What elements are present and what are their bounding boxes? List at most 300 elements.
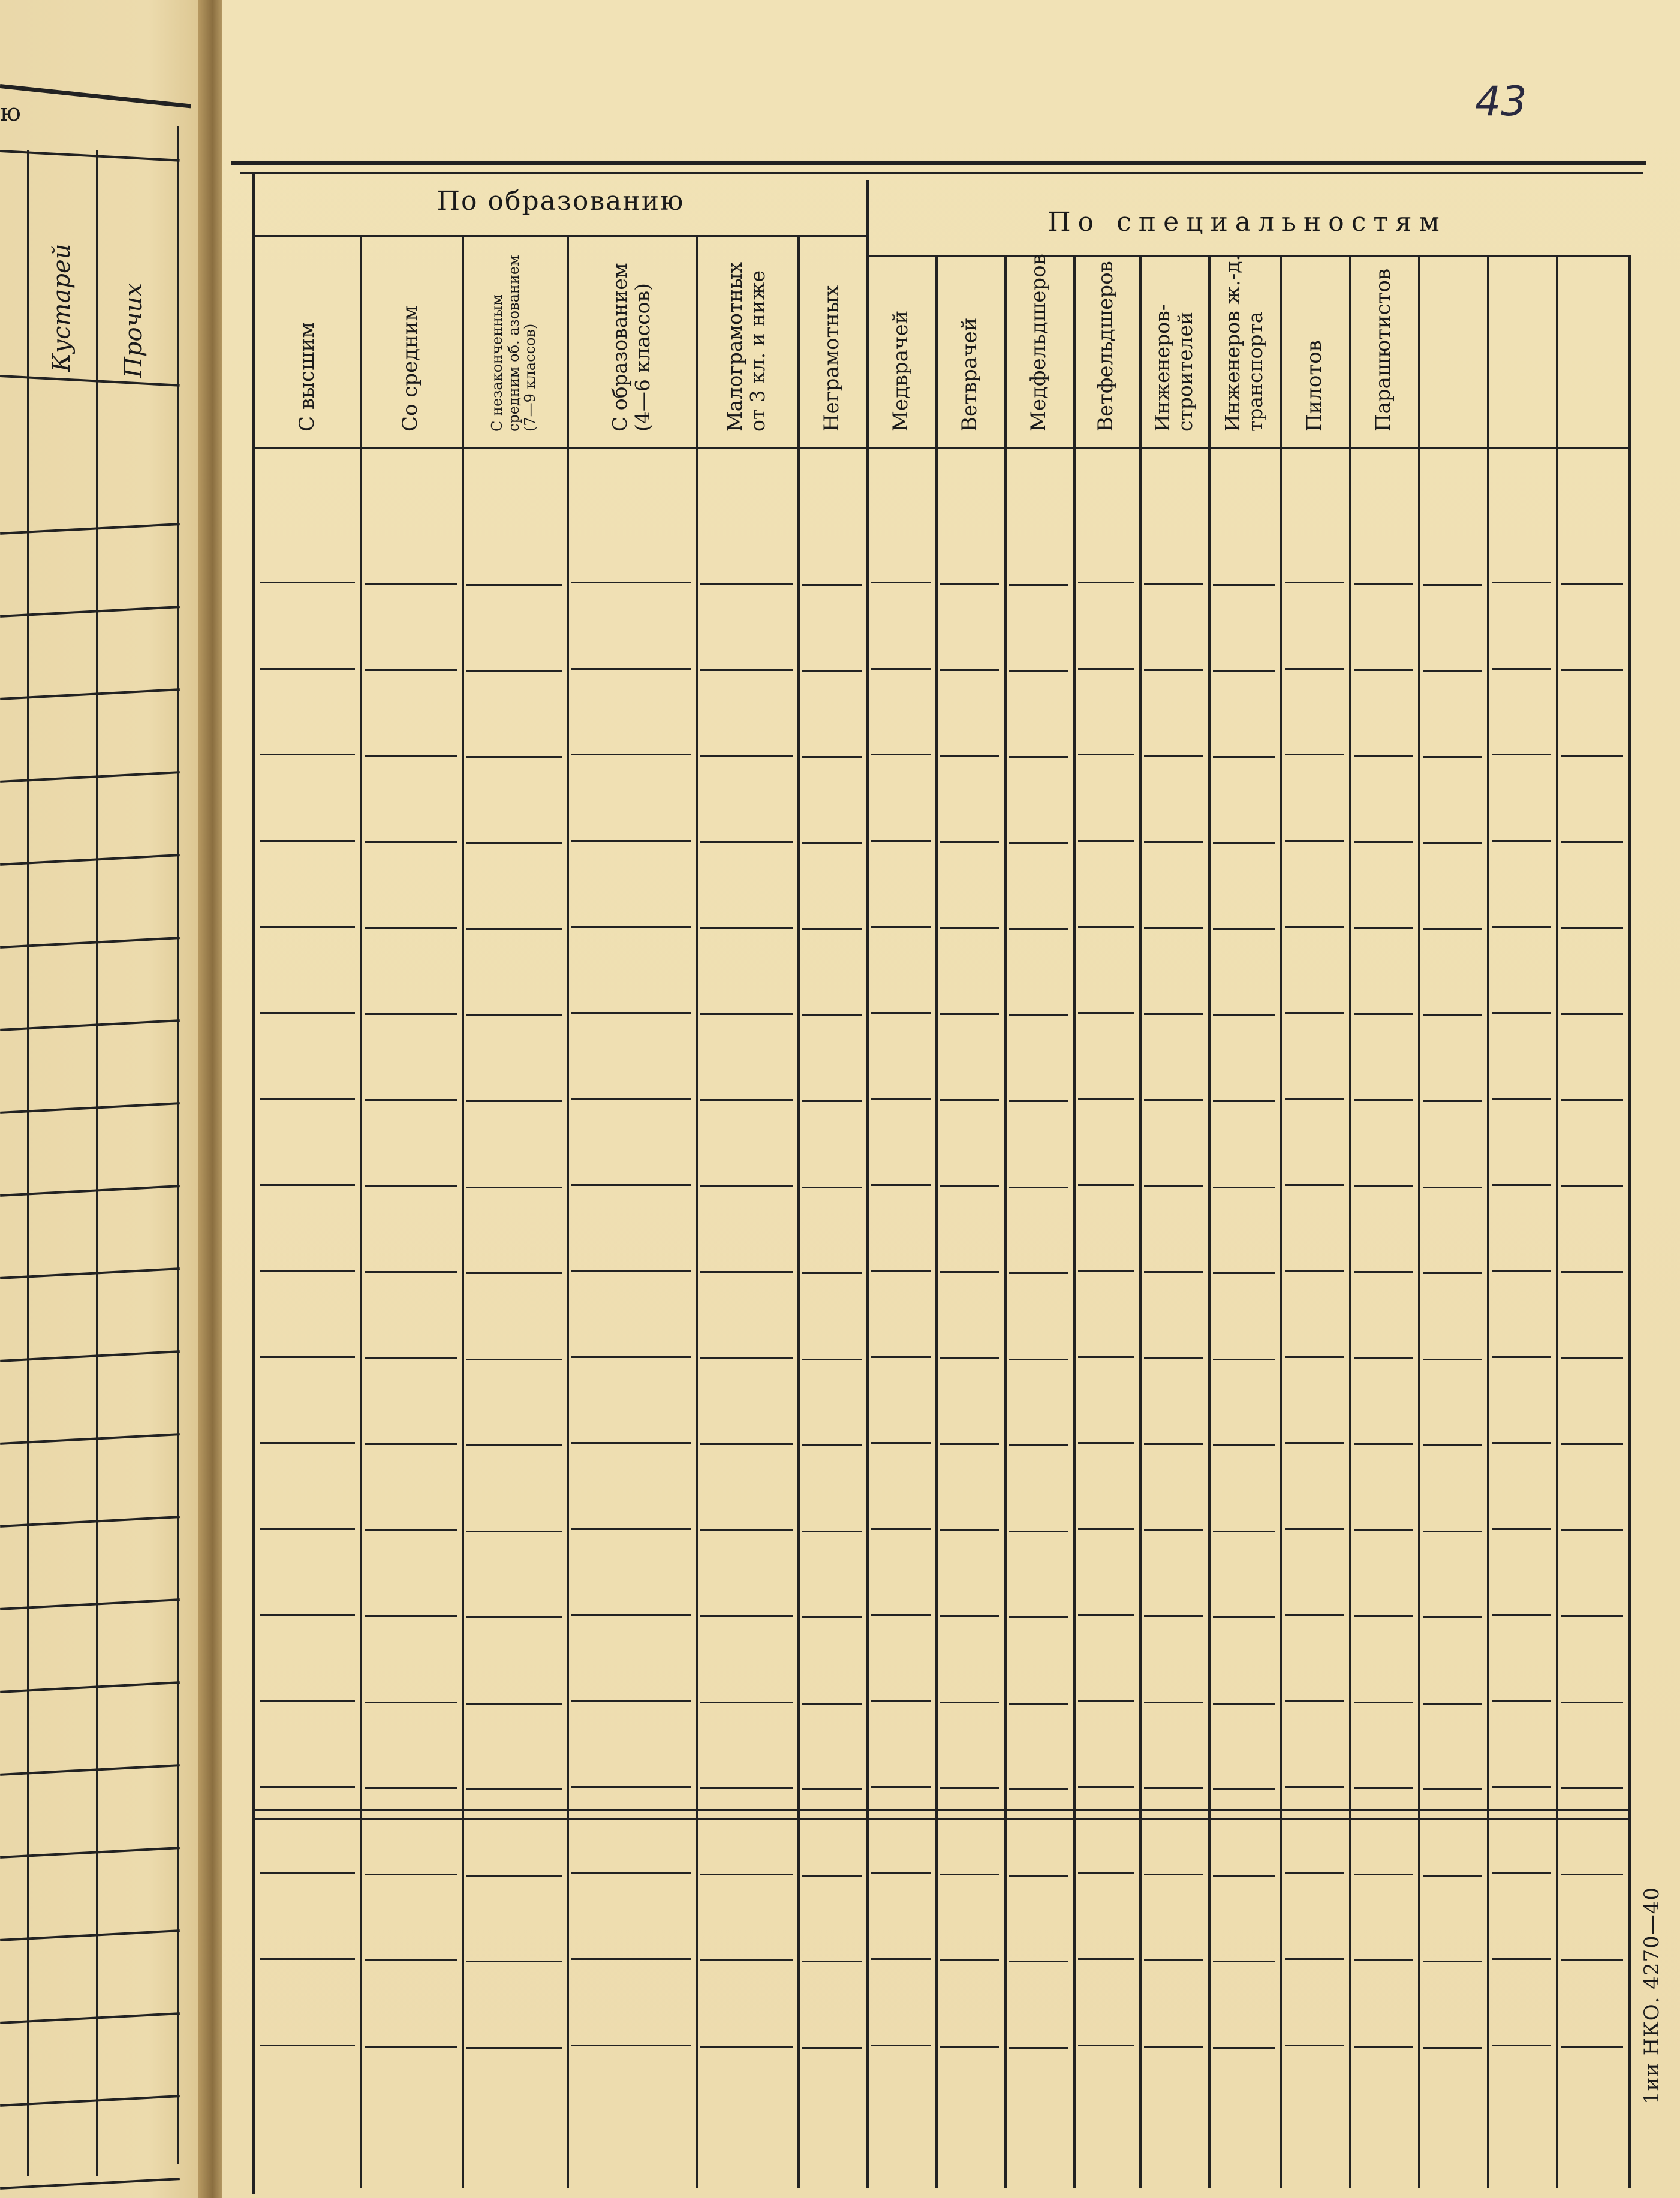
column-divider-line <box>1487 255 1489 2188</box>
table-row-line <box>1423 1187 1482 1188</box>
table-row-line <box>466 1272 562 1274</box>
table-row-line <box>1078 1356 1134 1358</box>
table-row-line <box>571 1614 691 1616</box>
table-row-line <box>466 1616 562 1618</box>
table-row-line <box>260 1872 355 1874</box>
table-row-line <box>1285 1098 1344 1100</box>
table-row-line <box>1213 584 1275 586</box>
table-row-line <box>1078 926 1134 928</box>
table-row-line <box>1492 1700 1551 1702</box>
table-row-line <box>940 1702 999 1703</box>
table-row-line <box>871 840 931 842</box>
left-page-row-line <box>0 2178 180 2190</box>
table-row-line <box>1354 1702 1413 1703</box>
table-row-line <box>871 1184 931 1186</box>
table-row-line <box>802 1272 862 1274</box>
table-row-line <box>1492 1614 1551 1616</box>
table-row-line <box>1561 669 1623 671</box>
table-row-line <box>1078 1270 1134 1272</box>
table-row-line <box>1078 1098 1134 1100</box>
table-row-line <box>1423 1014 1482 1016</box>
table-row-line <box>1213 1961 1275 1962</box>
table-row-line <box>1492 1270 1551 1272</box>
table-row-line <box>940 1787 999 1789</box>
left-column-header-kustarei: Кустарей <box>48 243 76 372</box>
table-row-line <box>802 1359 862 1360</box>
table-row-line <box>802 1531 862 1532</box>
table-row-line <box>1285 668 1344 670</box>
table-row-line <box>700 1529 793 1531</box>
column-divider-line <box>1349 255 1351 2188</box>
table-row-line <box>1492 840 1551 842</box>
table-row-line <box>700 1959 793 1961</box>
table-row-line <box>1285 1184 1344 1186</box>
table-row-line <box>1144 583 1203 585</box>
table-row-line <box>1009 1100 1068 1102</box>
table-row-line <box>571 1958 691 1960</box>
table-row-line <box>466 928 562 930</box>
table-row-line <box>260 1356 355 1358</box>
table-row-line <box>466 1788 562 1790</box>
table-row-line <box>1354 1443 1413 1445</box>
table-row-line <box>1285 754 1344 755</box>
table-row-line <box>1561 583 1623 585</box>
table-row-line <box>1213 1531 1275 1532</box>
table-row-line <box>700 1357 793 1359</box>
table-row-line <box>466 1703 562 1705</box>
table-row-line <box>1561 1787 1623 1789</box>
table-row-line <box>1423 1359 1482 1360</box>
table-row-line <box>571 926 691 928</box>
table-row-line <box>1423 1788 1482 1790</box>
table-row-line <box>1354 1357 1413 1359</box>
table-row-line <box>571 840 691 842</box>
table-row-line <box>365 1959 457 1961</box>
table-row-line <box>802 584 862 586</box>
specialty_group-column-header: Ветврачей <box>957 317 981 432</box>
table-row-line <box>940 583 999 585</box>
table-row-line <box>365 1874 457 1875</box>
table-row-line <box>1213 1444 1275 1446</box>
table-row-line <box>1354 1271 1413 1273</box>
table-row-line <box>940 1529 999 1531</box>
column-divider-line <box>797 235 800 2188</box>
table-row-line <box>571 1786 691 1788</box>
table-row-line <box>1078 668 1134 670</box>
table-row-line <box>1078 754 1134 755</box>
printer-imprint: 1ии НКО. 4270—40 <box>1640 1886 1664 2104</box>
table-row-line <box>260 926 355 928</box>
table-row-line <box>1078 1614 1134 1616</box>
table-row-line <box>1144 1702 1203 1703</box>
table-row-line <box>1285 2045 1344 2046</box>
table-row-line <box>365 669 457 671</box>
education-title-rule <box>255 235 866 237</box>
table-left-border <box>252 174 255 2194</box>
table-row-line <box>466 1875 562 1877</box>
table-row-line <box>1423 1272 1482 1274</box>
table-row-line <box>1492 668 1551 670</box>
table-row-line <box>1213 670 1275 672</box>
table-row-line <box>940 1013 999 1015</box>
table-row-line <box>466 1359 562 1360</box>
table-row-line <box>871 1700 931 1702</box>
table-row-line <box>1561 2046 1623 2048</box>
table-row-line <box>1492 2045 1551 2046</box>
table-row-line <box>1144 841 1203 843</box>
table-row-line <box>1078 582 1134 583</box>
column-divider-line <box>567 235 569 2188</box>
specialty_group-column-header: Ветфельдшеров <box>1094 261 1118 432</box>
table-row-line <box>365 1702 457 1703</box>
table-row-line <box>1285 1442 1344 1444</box>
totals-double-rule <box>255 1809 1628 1811</box>
table-row-line <box>1561 1099 1623 1101</box>
table-row-line <box>1561 1615 1623 1617</box>
table-row-line <box>1492 1786 1551 1788</box>
table-row-line <box>940 1185 999 1187</box>
table-row-line <box>1423 2047 1482 2049</box>
table-row-line <box>1285 1270 1344 1272</box>
left-page <box>0 0 213 2198</box>
table-row-line <box>466 756 562 758</box>
column-divider-line <box>360 235 362 2188</box>
table-row-line <box>802 1444 862 1446</box>
table-row-line <box>1144 1185 1203 1187</box>
table-row-line <box>871 1270 931 1272</box>
table-row-line <box>1078 1872 1134 1874</box>
table-row-line <box>1144 755 1203 757</box>
table-row-line <box>700 1787 793 1789</box>
table-row-line <box>1423 1875 1482 1877</box>
table-row-line <box>571 1098 691 1100</box>
table-row-line <box>260 1442 355 1444</box>
table-row-line <box>365 841 457 843</box>
table-row-line <box>260 1786 355 1788</box>
table-row-line <box>571 1872 691 1874</box>
table-row-line <box>940 669 999 671</box>
table-row-line <box>1009 1014 1068 1016</box>
left-page-fragment: ю <box>0 99 21 127</box>
table-row-line <box>1285 582 1344 583</box>
table-row-line <box>1213 1875 1275 1877</box>
table-row-line <box>365 1357 457 1359</box>
education_group-column-header: С образованием (4—6 классов) <box>607 263 654 432</box>
specialty_group-column-header: Пилотов <box>1302 340 1326 432</box>
table-row-line <box>365 1615 457 1617</box>
specialty_group-column-header: Медфельдшеров <box>1026 254 1050 432</box>
specialty-group-title: По специальностям <box>1047 207 1447 237</box>
table-row-line <box>1285 840 1344 842</box>
table-row-line <box>1009 1444 1068 1446</box>
specialty_group-column-header: Парашютистов <box>1371 268 1395 432</box>
table-row-line <box>1561 1529 1623 1531</box>
table-row-line <box>571 2045 691 2046</box>
table-row-line <box>1213 2047 1275 2049</box>
table-row-line <box>1492 1528 1551 1530</box>
table-row-line <box>260 1528 355 1530</box>
table-row-line <box>365 583 457 585</box>
education_group-column-header: С незаконченным средним об. азованием (7—9 классов) <box>489 255 539 432</box>
table-row-line <box>1144 1271 1203 1273</box>
table-row-line <box>1009 1961 1068 1962</box>
table-row-line <box>571 1700 691 1702</box>
table-row-line <box>802 1875 862 1877</box>
table-row-line <box>1078 1442 1134 1444</box>
table-row-line <box>1213 1187 1275 1188</box>
table-row-line <box>1423 1100 1482 1102</box>
table-row-line <box>1213 928 1275 930</box>
table-row-line <box>871 1528 931 1530</box>
table-row-line <box>940 1443 999 1445</box>
table-row-line <box>1009 1875 1068 1877</box>
table-row-line <box>802 842 862 844</box>
group-divider-line <box>866 180 869 2188</box>
table-row-line <box>700 2046 793 2048</box>
specialty_group-column-header: Медврачей <box>888 310 913 432</box>
table-row-line <box>1561 755 1623 757</box>
column-divider-line <box>696 235 698 2188</box>
table-row-line <box>1078 1958 1134 1960</box>
table-row-line <box>1423 928 1482 930</box>
table-row-line <box>1423 842 1482 844</box>
table-row-line <box>940 755 999 757</box>
table-row-line <box>1423 584 1482 586</box>
table-row-line <box>802 756 862 758</box>
table-row-line <box>700 755 793 757</box>
top-thin-rule <box>240 172 1643 174</box>
table-row-line <box>1009 1272 1068 1274</box>
table-row-line <box>466 1100 562 1102</box>
table-row-line <box>940 1271 999 1273</box>
table-row-line <box>466 1531 562 1532</box>
table-row-line <box>1009 756 1068 758</box>
table-row-line <box>365 1271 457 1273</box>
table-row-line <box>1492 1098 1551 1100</box>
table-row-line <box>871 1614 931 1616</box>
column-divider-line <box>1280 255 1282 2188</box>
table-row-line <box>466 1187 562 1188</box>
column-divider-line <box>1139 255 1142 2188</box>
table-row-line <box>1354 1959 1413 1961</box>
table-row-line <box>466 670 562 672</box>
page-number: 43 <box>1475 78 1527 125</box>
column-divider-line <box>1556 255 1558 2188</box>
column-divider-line <box>935 255 938 2188</box>
table-row-line <box>260 840 355 842</box>
column-divider-line <box>1004 255 1007 2188</box>
table-row-line <box>700 1013 793 1015</box>
table-row-line <box>466 842 562 844</box>
table-row-line <box>1285 1958 1344 1960</box>
table-row-line <box>1354 2046 1413 2048</box>
table-row-line <box>1009 842 1068 844</box>
table-row-line <box>1561 1357 1623 1359</box>
table-row-line <box>802 2047 862 2049</box>
table-row-line <box>1285 1700 1344 1702</box>
table-row-line <box>365 927 457 929</box>
table-row-line <box>802 928 862 930</box>
education_group-column-header: С высшим <box>294 322 319 432</box>
education_group-column-header: Со средним <box>398 305 423 432</box>
table-row-line <box>1354 1529 1413 1531</box>
left-page-top-rule <box>0 84 191 108</box>
table-row-line <box>940 1099 999 1101</box>
table-row-line <box>1078 1786 1134 1788</box>
table-row-line <box>260 582 355 583</box>
table-row-line <box>365 1443 457 1445</box>
totals-double-rule <box>255 1818 1628 1820</box>
table-row-line <box>871 668 931 670</box>
table-row-line <box>700 927 793 929</box>
table-row-line <box>802 1703 862 1705</box>
table-row-line <box>871 926 931 928</box>
table-row-line <box>1423 1703 1482 1705</box>
specialty_group-column-header: Инженеров- строителей <box>1150 304 1197 432</box>
table-row-line <box>466 584 562 586</box>
table-row-line <box>1285 1012 1344 1014</box>
table-row-line <box>871 1356 931 1358</box>
table-row-line <box>1144 1615 1203 1617</box>
table-row-line <box>802 1788 862 1790</box>
table-row-line <box>700 1099 793 1101</box>
table-row-line <box>1213 1788 1275 1790</box>
table-row-line <box>871 1958 931 1960</box>
table-row-line <box>1492 1872 1551 1874</box>
table-row-line <box>1009 584 1068 586</box>
table-row-line <box>1561 1271 1623 1273</box>
education-group-title: По образованию <box>436 186 685 216</box>
table-row-line <box>1492 1184 1551 1186</box>
table-row-line <box>1078 1700 1134 1702</box>
table-row-line <box>365 2046 457 2048</box>
table-row-line <box>871 1442 931 1444</box>
table-row-line <box>1492 1442 1551 1444</box>
table-row-line <box>466 1444 562 1446</box>
education_group-column-header: Неграмотных <box>819 285 844 432</box>
table-row-line <box>1144 2046 1203 2048</box>
table-row-line <box>466 1014 562 1016</box>
table-row-line <box>571 582 691 583</box>
table-row-line <box>571 754 691 755</box>
table-row-line <box>260 2045 355 2046</box>
table-row-line <box>260 668 355 670</box>
table-row-line <box>571 1356 691 1358</box>
table-row-line <box>871 1872 931 1874</box>
column-divider-line <box>462 235 464 2188</box>
table-row-line <box>1423 1616 1482 1618</box>
table-row-line <box>1561 1443 1623 1445</box>
table-row-line <box>1354 1099 1413 1101</box>
left-page-vline <box>27 150 29 2176</box>
table-row-line <box>365 1185 457 1187</box>
table-row-line <box>1144 927 1203 929</box>
table-row-line <box>260 1012 355 1014</box>
table-row-line <box>1144 1013 1203 1015</box>
table-row-line <box>940 2046 999 2048</box>
table-row-line <box>571 668 691 670</box>
left-column-header-prochih: Прочих <box>120 283 147 378</box>
table-row-line <box>1423 1961 1482 1962</box>
table-row-line <box>1213 842 1275 844</box>
table-row-line <box>1423 756 1482 758</box>
table-row-line <box>1285 1872 1344 1874</box>
table-row-line <box>1213 756 1275 758</box>
table-row-line <box>1009 1788 1068 1790</box>
table-row-line <box>802 1187 862 1188</box>
table-row-line <box>1561 1874 1623 1875</box>
table-row-line <box>802 670 862 672</box>
table-row-line <box>802 1961 862 1962</box>
table-row-line <box>871 1012 931 1014</box>
table-row-line <box>1354 1787 1413 1789</box>
table-row-line <box>571 1528 691 1530</box>
table-row-line <box>1492 926 1551 928</box>
table-row-line <box>365 1787 457 1789</box>
table-row-line <box>700 1874 793 1875</box>
table-row-line <box>1492 1356 1551 1358</box>
table-row-line <box>1423 1444 1482 1446</box>
table-row-line <box>1009 928 1068 930</box>
table-row-line <box>700 1271 793 1273</box>
table-row-line <box>260 1614 355 1616</box>
table-row-line <box>871 1098 931 1100</box>
column-divider-line <box>1418 255 1420 2188</box>
table-row-line <box>1492 754 1551 755</box>
table-row-line <box>1213 1616 1275 1618</box>
table-row-line <box>1213 1100 1275 1102</box>
table-row-line <box>1009 2047 1068 2049</box>
table-row-line <box>1492 1012 1551 1014</box>
left-page-vline <box>177 126 179 2164</box>
table-row-line <box>260 1184 355 1186</box>
top-double-rule <box>231 161 1646 165</box>
table-row-line <box>1354 669 1413 671</box>
table-row-line <box>1144 1959 1203 1961</box>
table-row-line <box>365 1529 457 1531</box>
table-row-line <box>700 841 793 843</box>
table-row-line <box>1561 1959 1623 1961</box>
table-row-line <box>1144 1874 1203 1875</box>
table-row-line <box>571 1270 691 1272</box>
table-row-line <box>1213 1359 1275 1360</box>
left-page-vline <box>96 150 98 2176</box>
table-row-line <box>571 1184 691 1186</box>
table-row-line <box>1285 1356 1344 1358</box>
table-row-line <box>1561 927 1623 929</box>
table-row-line <box>1078 1012 1134 1014</box>
column-divider-line <box>1628 255 1631 2188</box>
table-row-line <box>700 583 793 585</box>
table-row-line <box>802 1616 862 1618</box>
table-row-line <box>365 1013 457 1015</box>
table-row-line <box>365 1099 457 1101</box>
table-row-line <box>1492 582 1551 583</box>
education_group-column-header: Малограмотных от 3 кл. и ниже <box>723 261 769 432</box>
table-row-line <box>1213 1014 1275 1016</box>
table-row-line <box>1561 1185 1623 1187</box>
table-row-line <box>1354 1185 1413 1187</box>
table-row-line <box>1144 1357 1203 1359</box>
table-row-line <box>1144 1443 1203 1445</box>
table-row-line <box>1285 1786 1344 1788</box>
table-row-line <box>940 1357 999 1359</box>
table-row-line <box>260 1700 355 1702</box>
table-row-line <box>940 1959 999 1961</box>
table-row-line <box>802 1014 862 1016</box>
table-row-line <box>1285 926 1344 928</box>
table-row-line <box>1144 669 1203 671</box>
